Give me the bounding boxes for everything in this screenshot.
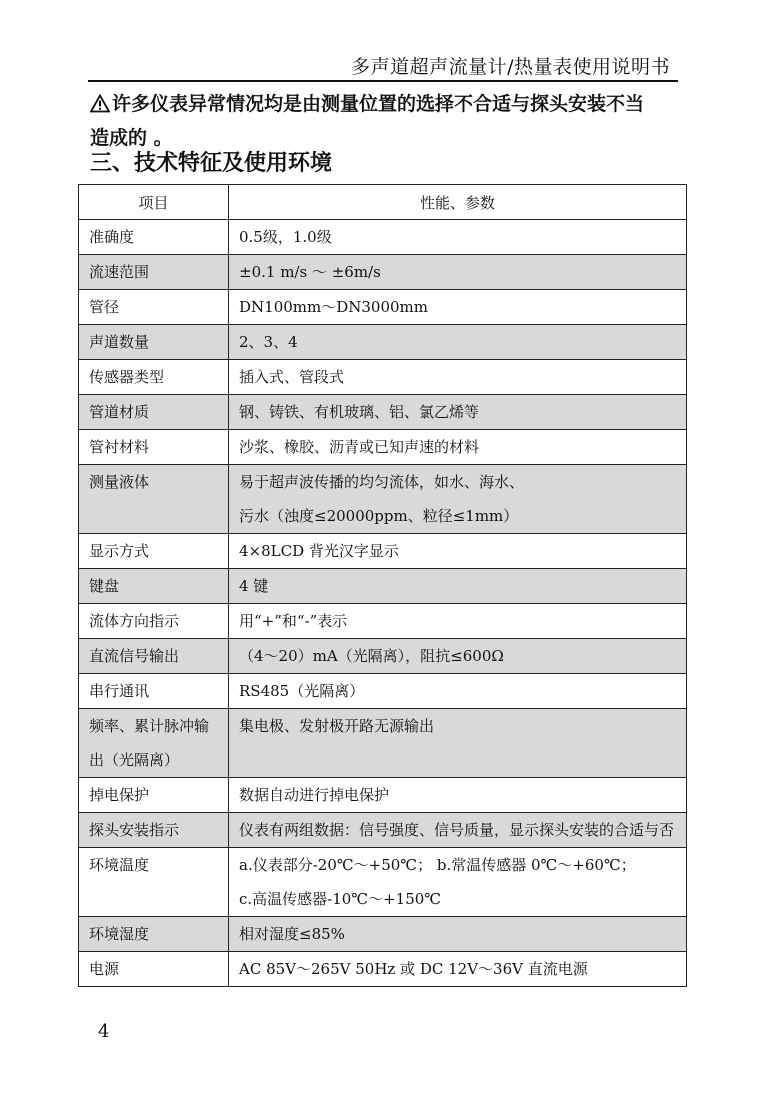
spec-item-label: 频率、累计脉冲输出（光隔离） [79, 709, 229, 778]
spec-item-label: 管衬材料 [79, 430, 229, 465]
table-row [79, 917, 687, 952]
spec-item-value [229, 430, 687, 465]
table-row [79, 569, 687, 604]
spec-value-line: 污水（浊度≤20000ppm、粒径≤1mm） [239, 507, 519, 525]
spec-item-label: 串行通讯 [79, 674, 229, 709]
spec-value-line: a.仪表部分-20℃～+50℃； b.常温传感器 0℃～+60℃； [239, 856, 636, 874]
spec-value-line: 数据自动进行掉电保护 [239, 786, 390, 804]
spec-item-label: 键盘 [79, 569, 229, 604]
spec-value-line: 易于超声波传播的均匀流体，如水、海水、 [239, 473, 525, 491]
spec-value-line: （4～20）mA（光隔离），阻抗≤600Ω [239, 647, 504, 665]
spec-table-body [79, 220, 687, 987]
spec-item-label: 直流信号输出 [79, 639, 229, 674]
spec-item-value [229, 325, 687, 360]
spec-item-value [229, 534, 687, 569]
spec-item-value [229, 709, 687, 778]
spec-value-line: DN100mm～DN3000mm [239, 298, 429, 316]
spec-table [78, 184, 687, 987]
spec-value-line: 4×8LCD 背光汉字显示 [239, 542, 399, 560]
table-row [79, 325, 687, 360]
table-row [79, 465, 687, 534]
warning-text-line1: 许多仪表异常情况均是由测量位置的选择不合适与探头安装不当 [112, 93, 645, 115]
spec-item-value [229, 360, 687, 395]
table-header-row [79, 185, 687, 220]
spec-value-line: 4 键 [239, 577, 269, 595]
header-divider [88, 80, 678, 82]
table-row [79, 604, 687, 639]
column-header-item: 项目 [79, 185, 229, 220]
spec-value-line: 相对湿度≤85% [239, 925, 345, 943]
warning-triangle-icon [90, 92, 110, 123]
spec-item-label: 测量液体 [79, 465, 229, 534]
warning-text-line2: 造成的 。 [90, 127, 173, 149]
spec-value-line: 插入式、管段式 [239, 368, 345, 386]
spec-item-value [229, 917, 687, 952]
spec-value-line: 钢、铸铁、有机玻璃、铝、氯乙烯等 [239, 403, 480, 421]
table-row [79, 290, 687, 325]
spec-item-label: 环境温度 [79, 848, 229, 917]
warning-note [90, 89, 690, 154]
spec-item-label: 探头安装指示 [79, 813, 229, 848]
spec-value-line: 用“+”和“-”表示 [239, 612, 348, 630]
spec-item-value [229, 674, 687, 709]
spec-item-label: 准确度 [79, 220, 229, 255]
spec-value-line: 集电极、发射极开路无源输出 [239, 717, 435, 735]
section-title: 三、技术特征及使用环境 [90, 151, 333, 176]
spec-value-line: ±0.1 m/s ～ ±6m/s [239, 263, 381, 281]
spec-item-label: 管径 [79, 290, 229, 325]
spec-item-value [229, 395, 687, 430]
spec-item-value [229, 848, 687, 917]
spec-item-value [229, 220, 687, 255]
spec-value-line: AC 85V～265V 50Hz 或 DC 12V～36V 直流电源 [239, 960, 588, 978]
spec-value-line: 沙浆、橡胶、沥青或已知声速的材料 [239, 438, 480, 456]
spec-item-value [229, 952, 687, 987]
spec-item-value [229, 255, 687, 290]
table-row [79, 674, 687, 709]
table-row [79, 220, 687, 255]
table-row [79, 848, 687, 917]
page-number: 4 [98, 1021, 110, 1042]
table-row [79, 639, 687, 674]
spec-item-value [229, 813, 687, 848]
table-row [79, 534, 687, 569]
spec-item-value [229, 639, 687, 674]
spec-item-label: 掉电保护 [79, 778, 229, 813]
table-row [79, 778, 687, 813]
document-header-title: 多声道超声流量计/热量表使用说明书 [351, 56, 670, 78]
spec-item-label: 显示方式 [79, 534, 229, 569]
table-row [79, 360, 687, 395]
table-row [79, 430, 687, 465]
table-row [79, 952, 687, 987]
spec-item-label: 传感器类型 [79, 360, 229, 395]
spec-item-value [229, 604, 687, 639]
spec-item-label: 环境湿度 [79, 917, 229, 952]
spec-item-label: 管道材质 [79, 395, 229, 430]
spec-value-line: 2、3、4 [239, 333, 298, 351]
table-row [79, 255, 687, 290]
spec-value-line: c.高温传感器-10℃～+150℃ [239, 890, 442, 908]
spec-item-label: 声道数量 [79, 325, 229, 360]
table-row [79, 709, 687, 778]
column-header-value: 性能、参数 [229, 185, 687, 220]
spec-value-line: RS485（光隔离） [239, 682, 365, 700]
spec-item-label: 流体方向指示 [79, 604, 229, 639]
spec-item-label: 电源 [79, 952, 229, 987]
spec-item-value [229, 465, 687, 534]
spec-item-value [229, 290, 687, 325]
spec-value-line: 仪表有两组数据：信号强度、信号质量，显示探头安装的合适与否 [239, 821, 675, 839]
table-row [79, 813, 687, 848]
spec-value-line: 0.5级，1.0级 [239, 228, 332, 246]
spec-item-value [229, 778, 687, 813]
spec-item-label: 流速范围 [79, 255, 229, 290]
table-row [79, 395, 687, 430]
spec-item-value [229, 569, 687, 604]
